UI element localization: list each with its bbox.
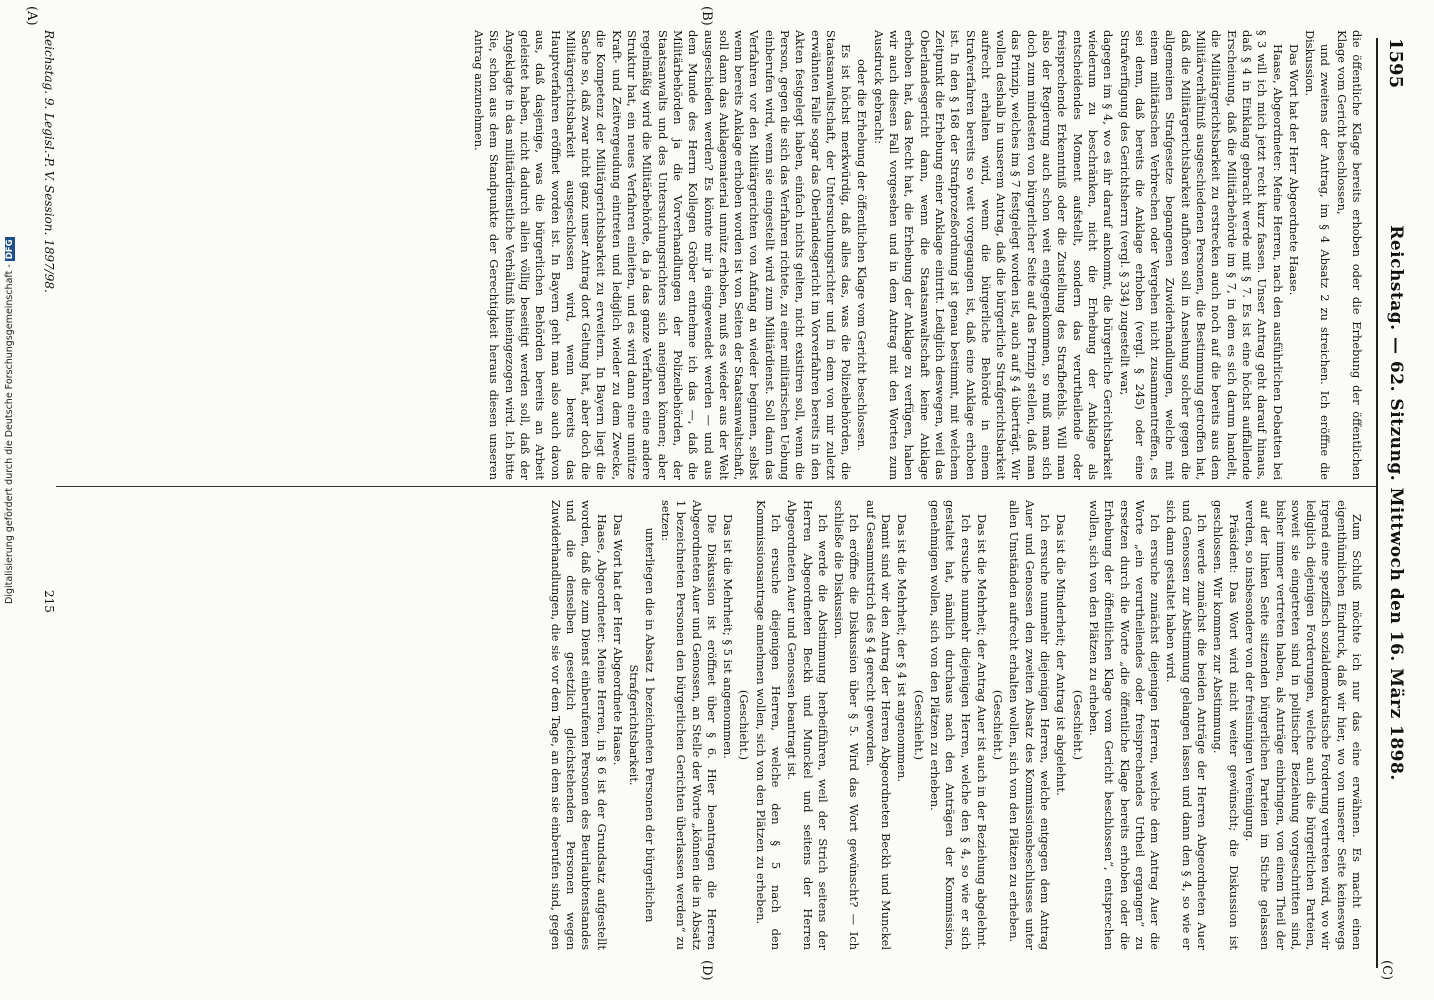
paragraph: Haase, Abgeordneter: Meine Herren, in § 6 ist der Grundsatz aufgestellt worden, daß die zum Dienst einberufenen Personen des Beurlaubtenstandes und die denselben gesetzlich gleichstehenden Personen wegen Zuwiderhandlungen, die sie vor dem Tage, an dem sie einberufen sind, gegen (548, 500, 609, 950)
print-signature: Reichstag. 9. Legisl.-P. V. Session. 1897/98. (42, 30, 56, 293)
paragraph: Ich ersuche zunächst diejenigen Herren, welche dem Antrag Auer die Worte „ein verurtheilendes oder freisprechendes Urtheil ergangen“ zu ersetzen durch die Worte „die öffentliche Klage bereits erhoben oder die Erhebung der öffentlichen Klage vom Gericht beschlossen“, entsprechen wollen, sich von den Plätzen zu erheben. (1086, 500, 1163, 950)
stage-direction: (Geschieht.) (911, 689, 926, 761)
paragraph: Das Wort hat der Herr Abgeordnete Haase. (611, 514, 626, 766)
text-column-right (74, 500, 1364, 950)
page-footer (42, 30, 56, 613)
page-header (1376, 38, 1412, 968)
margin-mark-d: (D) (699, 960, 714, 981)
paragraph: Ich ersuche nunmehr diejenigen Herren, welche den § 4, so wie er sich gestaltet hat, nämlich durchaus nach den Anträgen der Kommission, genehmigen wollen, sich von den Plätzen zu erheben. (927, 500, 973, 950)
text-column-left (74, 30, 1364, 480)
credit-text: Digitalisierung gefördert durch die Deutsche Forschungsgemeinschaft - (4, 264, 15, 604)
paragraph: und zweitens der Antrag, im § 4 Absatz 2 zu streichen. Ich eröffne die Diskussion. (1303, 30, 1333, 480)
paragraph: Haase, Abgeordneter: Meine Herren, nach den ausführlichen Debatten bei § 3 will ich mich jetzt recht kurz fassen. Unser Antrag geht darauf hinaus, daß § 4 in Einklang gebracht werde mit § 7. Es ist eine höchst auffallende Erscheinung, daß die Militärbehörde im § 7, in dem es sich darum handelt, die Militärgerichtsbarkeit zu erstrecken auch noch auf die bereits aus dem Militärverhältniß ausgeschiedenen Personen, die Bestimmung getroffen hat, daß die Militärgerichtsbarkeit aufhören soll in Ansehung solcher gegen die allgemeinen Strafgesetze begangenen Zuwiderhandlungen, welche mit einem militärischen Verbrechen oder Vergehen nicht zusammentreffen, es sei denn, daß bereits die Anklage erhoben (vergl. § 245) oder eine Strafverfügung des Gerichtsherrn (vergl. § 334) zugestellt war, (1117, 30, 1285, 480)
paragraph: Das ist die Mehrheit; § 5 ist angenommen. (721, 514, 736, 759)
paragraph: Das ist die Mehrheit; der Antrag Auer ist auch in der Beziehung abgelehnt. (974, 514, 989, 950)
quoted-clause: oder die Erhebung der öffentlichen Klage vom Gericht beschlossen. (855, 58, 870, 451)
quoted-clause: unterliegen die in Absatz 1 bezeichneten Personen der bürgerlichen Strafgerichtsbarkeit. (627, 527, 657, 923)
margin-mark-b: (B) (699, 6, 714, 26)
digitization-credit (4, 208, 18, 604)
paragraph: dagegen im § 4, wo es ihr darauf ankommt, die bürgerliche Gerichtsbarkeit wiederum zu beschränken, nicht die Erhebung der Anklage als entscheidendes Moment aufstellt, sondern das verurtheilende oder freisprechende Erkenntniß oder die Zustellung des Strafbefehls. Will man also der Regierung auch schon weit entgegenkommen, so muß man sich doch zum mindesten von bürgerlicher Seite auf das Prinzip stellen, daß man das Prinzip, welches im § 7 festgelegt worden ist, auch auf § 4 überträgt. Wir wollen deshalb in unserem Antrag, daß die bürgerliche Strafgerichtsbarkeit aufrecht erhalten wird, wenn die bürgerliche Behörde in einem Strafverfahren bereits so weit vorgegangen ist, daß eine Anklage erhoben ist. In den § 168 der Strafprozeßordnung ist genau bestimmt, mit welchem Zeitpunkt die Erhebung einer Anklage eintritt. Lediglich deswegen, weil das Oberlandesgericht dann, wenn die Staatsanwaltschaft keine Anklage erhoben hat, das Recht hat, die Erhebung der Anklage zu verfügen, haben wir auch diesen Fall vorgesehen und in dem Antrag mit den Worten zum Ausdruck gebracht: (871, 30, 1116, 480)
margin-mark-c: (C) (1379, 960, 1394, 981)
paragraph: Das Wort hat der Herr Abgeordnete Haase. (1286, 44, 1301, 296)
paragraph: die öffentliche Klage bereits erhoben oder die Erhebung der öffentlichen Klage vom Gericht beschlossen, (1334, 30, 1364, 480)
paragraph: Die Diskussion ist eröffnet über § 6. Hier beantragen die Herren Abgeordneten Auer und Genossen, an Stelle der Worte „können die in Absatz 1 bezeichneten Personen den bürgerlichen Gerichten überlassen werden“ zu setzen: (658, 500, 719, 950)
paragraph: Damit sind wir den Antrag der Herren Abgeordneten Beckh und Munckel auf Gesammtstrich des § 4 gerecht geworden. (863, 500, 894, 950)
paragraph: Ich werde die Abstimmung herbeiführen, weil der Strich seitens der Herren Abgeordneten Beckh und Munckel und seitens der Herren Abgeordneten Auer und Genossen beantragt ist. (785, 500, 830, 950)
stage-direction: (Geschieht.) (737, 689, 752, 761)
paragraph: Das ist die Mehrheit; der § 4 ist angenommen. (895, 514, 910, 782)
paragraph: Das ist die Minderheit; der Antrag ist abgelehnt. (1054, 514, 1069, 796)
running-title: Reichstag. — 62. Sitzung. Mittwoch den 16. März 1898. (1386, 225, 1406, 781)
column-divider (56, 486, 1376, 487)
paragraph: Ich werde zunächst die beiden Anträge der Herren Abgeordneten Auer und Genossen zur Abstimmung gelangen lassen und dann den § 4, so wie er sich dann gestaltet haben wird. (1164, 500, 1210, 950)
paragraph: Zum Schluß möchte ich nur das eine erwähnen. Es macht einen eigenthümlichen Eindruck, daß wir hier, wo von unserer Seite keineswegs irgend eine spezifisch sozialdemokratische Forderung vertreten wird, wo wir lediglich diejenigen Forderungen, welche auch die bürgerlichen Parteien, soweit sie eingetreten sind in politischer Beziehung vorgeschritten sind, bisher immer vertreten haben, als Anträge einbringen, von einem Theil der auf der linken Seite sitzenden bürgerlichen Parteien im Stiche gelassen werden, so insbesondere von der freisinnigen Vereinigung. (1242, 500, 1364, 950)
stage-direction: (Geschieht.) (991, 689, 1006, 761)
margin-mark-a: (A) (24, 6, 39, 26)
paragraph: Ich ersuche diejenigen Herren, welche den § 5 nach den Kommissionsantrage annehmen wollen, sich von den Plätzen zu erheben. (753, 500, 784, 950)
stage-direction: (Geschieht.) (1070, 689, 1085, 761)
sheet-number: 215 (42, 590, 56, 613)
dfg-logo: DFG (5, 239, 15, 260)
paragraph: Ich ersuche nunmehr diejenigen Herren, welche entgegen dem Antrag Auer und Genossen den zweiten Absatz des Kommissionsbeschlusses unter allen Umständen aufrecht erhalten wollen, sich von den Plätzen zu erheben. (1007, 500, 1053, 950)
paragraph: Ich eröffne die Diskussion über § 5. Wird das Wort gewünscht? — Ich schließe die Diskussion. (832, 500, 862, 950)
paragraph: Es ist höchst merkwürdig, daß alles das, was die Polizeibehörden, die Staatsanwaltschaft, der Untersuchungsrichter und in dem von mir zuletzt erwähnten Falle sogar das Oberlandesgericht im Vorverfahren bereits in den Akten festgelegt haben, einfach nichts gelten, nicht existiren soll, wenn die Person, gegen die sich das Verfahren richtete, zu einer militärischen Uebung einberufen wird, wenn sie eingestellt wird zum Militärdienst. Soll dann das Verfahren vor den Militärgerichten von Anfang an wieder beginnen, selbst wenn bereits Anklage erhoben worden ist von Seiten der Staatsanwaltschaft, soll dann das Anklagematerial unnütz erhoben, muß es wieder aus der Welt ausgeschieden werden? Es könnte mir ja eingewendet werden — und aus dem Munde des Herrn Kollegen Gröber entnehme ich das —, daß die Militärbehörden ja die Vorverhandlungen der Polizeibehörden, der Staatsanwalts und des Untersuchungsrichters sich aneignen können; aber regelmäßig wird die Militärbehörde, da ja das ganze Verfahren eine andere Struktur hat, ein neues Verfahren einleiten, und es wird dann eine unnütze Kraft- und Zeitvergeudung eintreten und lediglich wieder zu dem Zwecke, die Kompetenz der Militärgerichtsbarkeit zu erweitern. In Bayern liegt die Sache so, daß zwar nicht ganz unser Antrag dort Geltung hat, aber doch die Militärgerichtsbarkeit ausgeschlossen wird, wenn bereits das Hauptverfahren eröffnet worden ist. In Bayern geht man also auch davon aus, daß dasjenige, was die bürgerlichen Behörden bereits an Arbeit geleistet haben, nicht dadurch allein völlig beseitigt werden soll, daß der Angeklagte in das militärdienstliche Verhältniß hineingezogen wird. Ich bitte Sie, schon aus dem Standpunkte der Gerechtigkeit heraus diesen unseren Antrag anzunehmen. (472, 30, 854, 480)
page-number: 1595 (1385, 38, 1406, 89)
paragraph: Präsident: Das Wort wird nicht weiter gewünscht; die Diskussion ist geschlossen. Wir kommen zur Abstimmung. (1211, 500, 1241, 950)
